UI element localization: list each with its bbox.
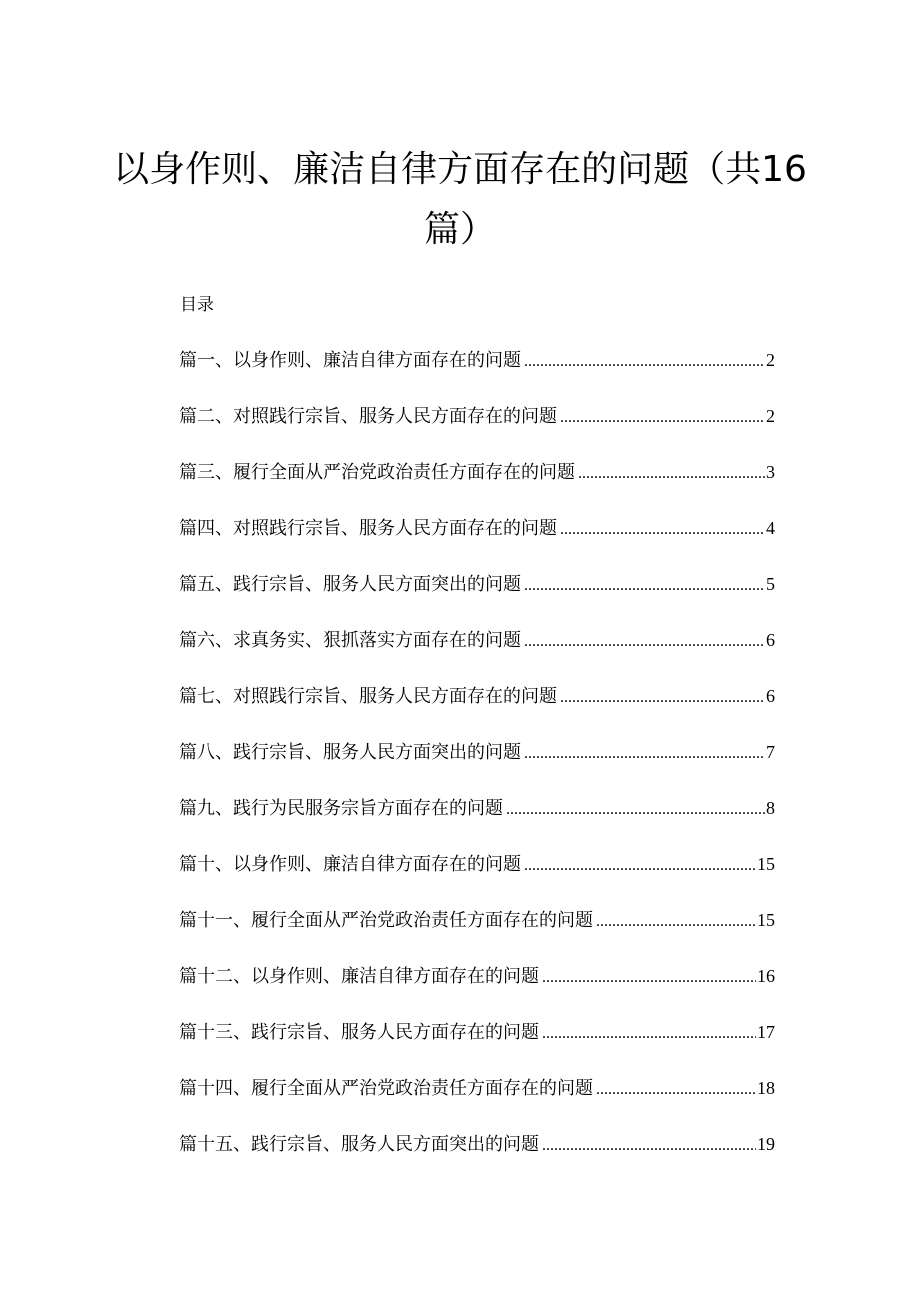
toc-entry-page-number: 7: [766, 742, 775, 762]
toc-entry[interactable]: [179, 957, 775, 1013]
toc-dot-leader: [560, 511, 765, 549]
toc-entry-label: 篇六、求真务实、狠抓落实方面存在的问题: [179, 630, 521, 651]
toc-entry-label: 篇十四、履行全面从严治党政治责任方面存在的问题: [179, 1078, 593, 1099]
toc-entry[interactable]: [179, 1013, 775, 1069]
toc-entry-page-number: 6: [766, 686, 775, 706]
toc-entry[interactable]: [179, 397, 775, 453]
toc-dot-leader: [524, 623, 765, 661]
toc-entry[interactable]: [179, 1069, 775, 1125]
toc-entry-page-number: 18: [757, 1078, 775, 1098]
toc-entry-page-number: 6: [766, 630, 775, 650]
toc-entry-label: 篇二、对照践行宗旨、服务人民方面存在的问题: [179, 406, 557, 427]
toc-entry[interactable]: [179, 509, 775, 565]
toc-entry[interactable]: [179, 845, 775, 901]
toc-entry-page-number: 5: [766, 574, 775, 594]
toc-entry-page-number: 4: [766, 518, 775, 538]
toc-entry-label: 篇一、以身作则、廉洁自律方面存在的问题: [179, 350, 521, 371]
toc-entry-label: 篇四、对照践行宗旨、服务人民方面存在的问题: [179, 518, 557, 539]
toc-dot-leader: [596, 903, 756, 941]
toc-entry-page-number: 15: [757, 910, 775, 930]
toc-entry-label: 篇十五、践行宗旨、服务人民方面突出的问题: [179, 1134, 539, 1155]
toc-entry[interactable]: [179, 789, 775, 845]
toc-dot-leader: [578, 455, 765, 493]
toc-entry-page-number: 2: [766, 350, 775, 370]
toc-entry-page-number: 15: [757, 854, 775, 874]
toc-dot-leader: [524, 847, 756, 885]
toc-entry[interactable]: [179, 733, 775, 789]
toc-dot-leader: [524, 735, 765, 773]
toc-entry[interactable]: [179, 341, 775, 397]
toc-entry-page-number: 19: [757, 1134, 775, 1154]
toc-dot-leader: [524, 343, 765, 381]
toc-dot-leader: [560, 399, 765, 437]
toc-entry-label: 篇十、以身作则、廉洁自律方面存在的问题: [179, 854, 521, 875]
toc-dot-leader: [596, 1071, 756, 1109]
document-title: 以身作则、廉洁自律方面存在的问题（共16篇）: [113, 149, 807, 250]
toc-heading: 目录: [180, 295, 214, 315]
toc-entry[interactable]: [179, 621, 775, 677]
toc-dot-leader: [542, 1015, 756, 1053]
toc-entry-page-number: 16: [757, 966, 775, 986]
toc-entry-label: 篇七、对照践行宗旨、服务人民方面存在的问题: [179, 686, 557, 707]
toc-entry-label: 篇十二、以身作则、廉洁自律方面存在的问题: [179, 966, 539, 987]
toc-entry[interactable]: [179, 901, 775, 957]
toc-entry[interactable]: [179, 453, 775, 509]
toc-entry[interactable]: [179, 565, 775, 621]
toc-entry-page-number: 17: [757, 1022, 775, 1042]
toc-entry-label: 篇五、践行宗旨、服务人民方面突出的问题: [179, 574, 521, 595]
toc-entry[interactable]: [179, 677, 775, 733]
toc-dot-leader: [542, 1127, 756, 1165]
toc-entry[interactable]: [179, 1125, 775, 1181]
toc-dot-leader: [560, 679, 765, 717]
toc-dot-leader: [506, 791, 765, 829]
toc-entry-page-number: 3: [766, 462, 775, 482]
toc-entry-label: 篇十一、履行全面从严治党政治责任方面存在的问题: [179, 910, 593, 931]
toc-dot-leader: [524, 567, 765, 605]
toc-entry-label: 篇十三、践行宗旨、服务人民方面存在的问题: [179, 1022, 539, 1043]
toc-entry-label: 篇三、履行全面从严治党政治责任方面存在的问题: [179, 462, 575, 483]
table-of-contents: [179, 341, 775, 1181]
toc-dot-leader: [542, 959, 756, 997]
toc-entry-label: 篇九、践行为民服务宗旨方面存在的问题: [179, 798, 503, 819]
toc-entry-page-number: 2: [766, 406, 775, 426]
toc-entry-page-number: 8: [766, 798, 775, 818]
toc-entry-label: 篇八、践行宗旨、服务人民方面突出的问题: [179, 742, 521, 763]
